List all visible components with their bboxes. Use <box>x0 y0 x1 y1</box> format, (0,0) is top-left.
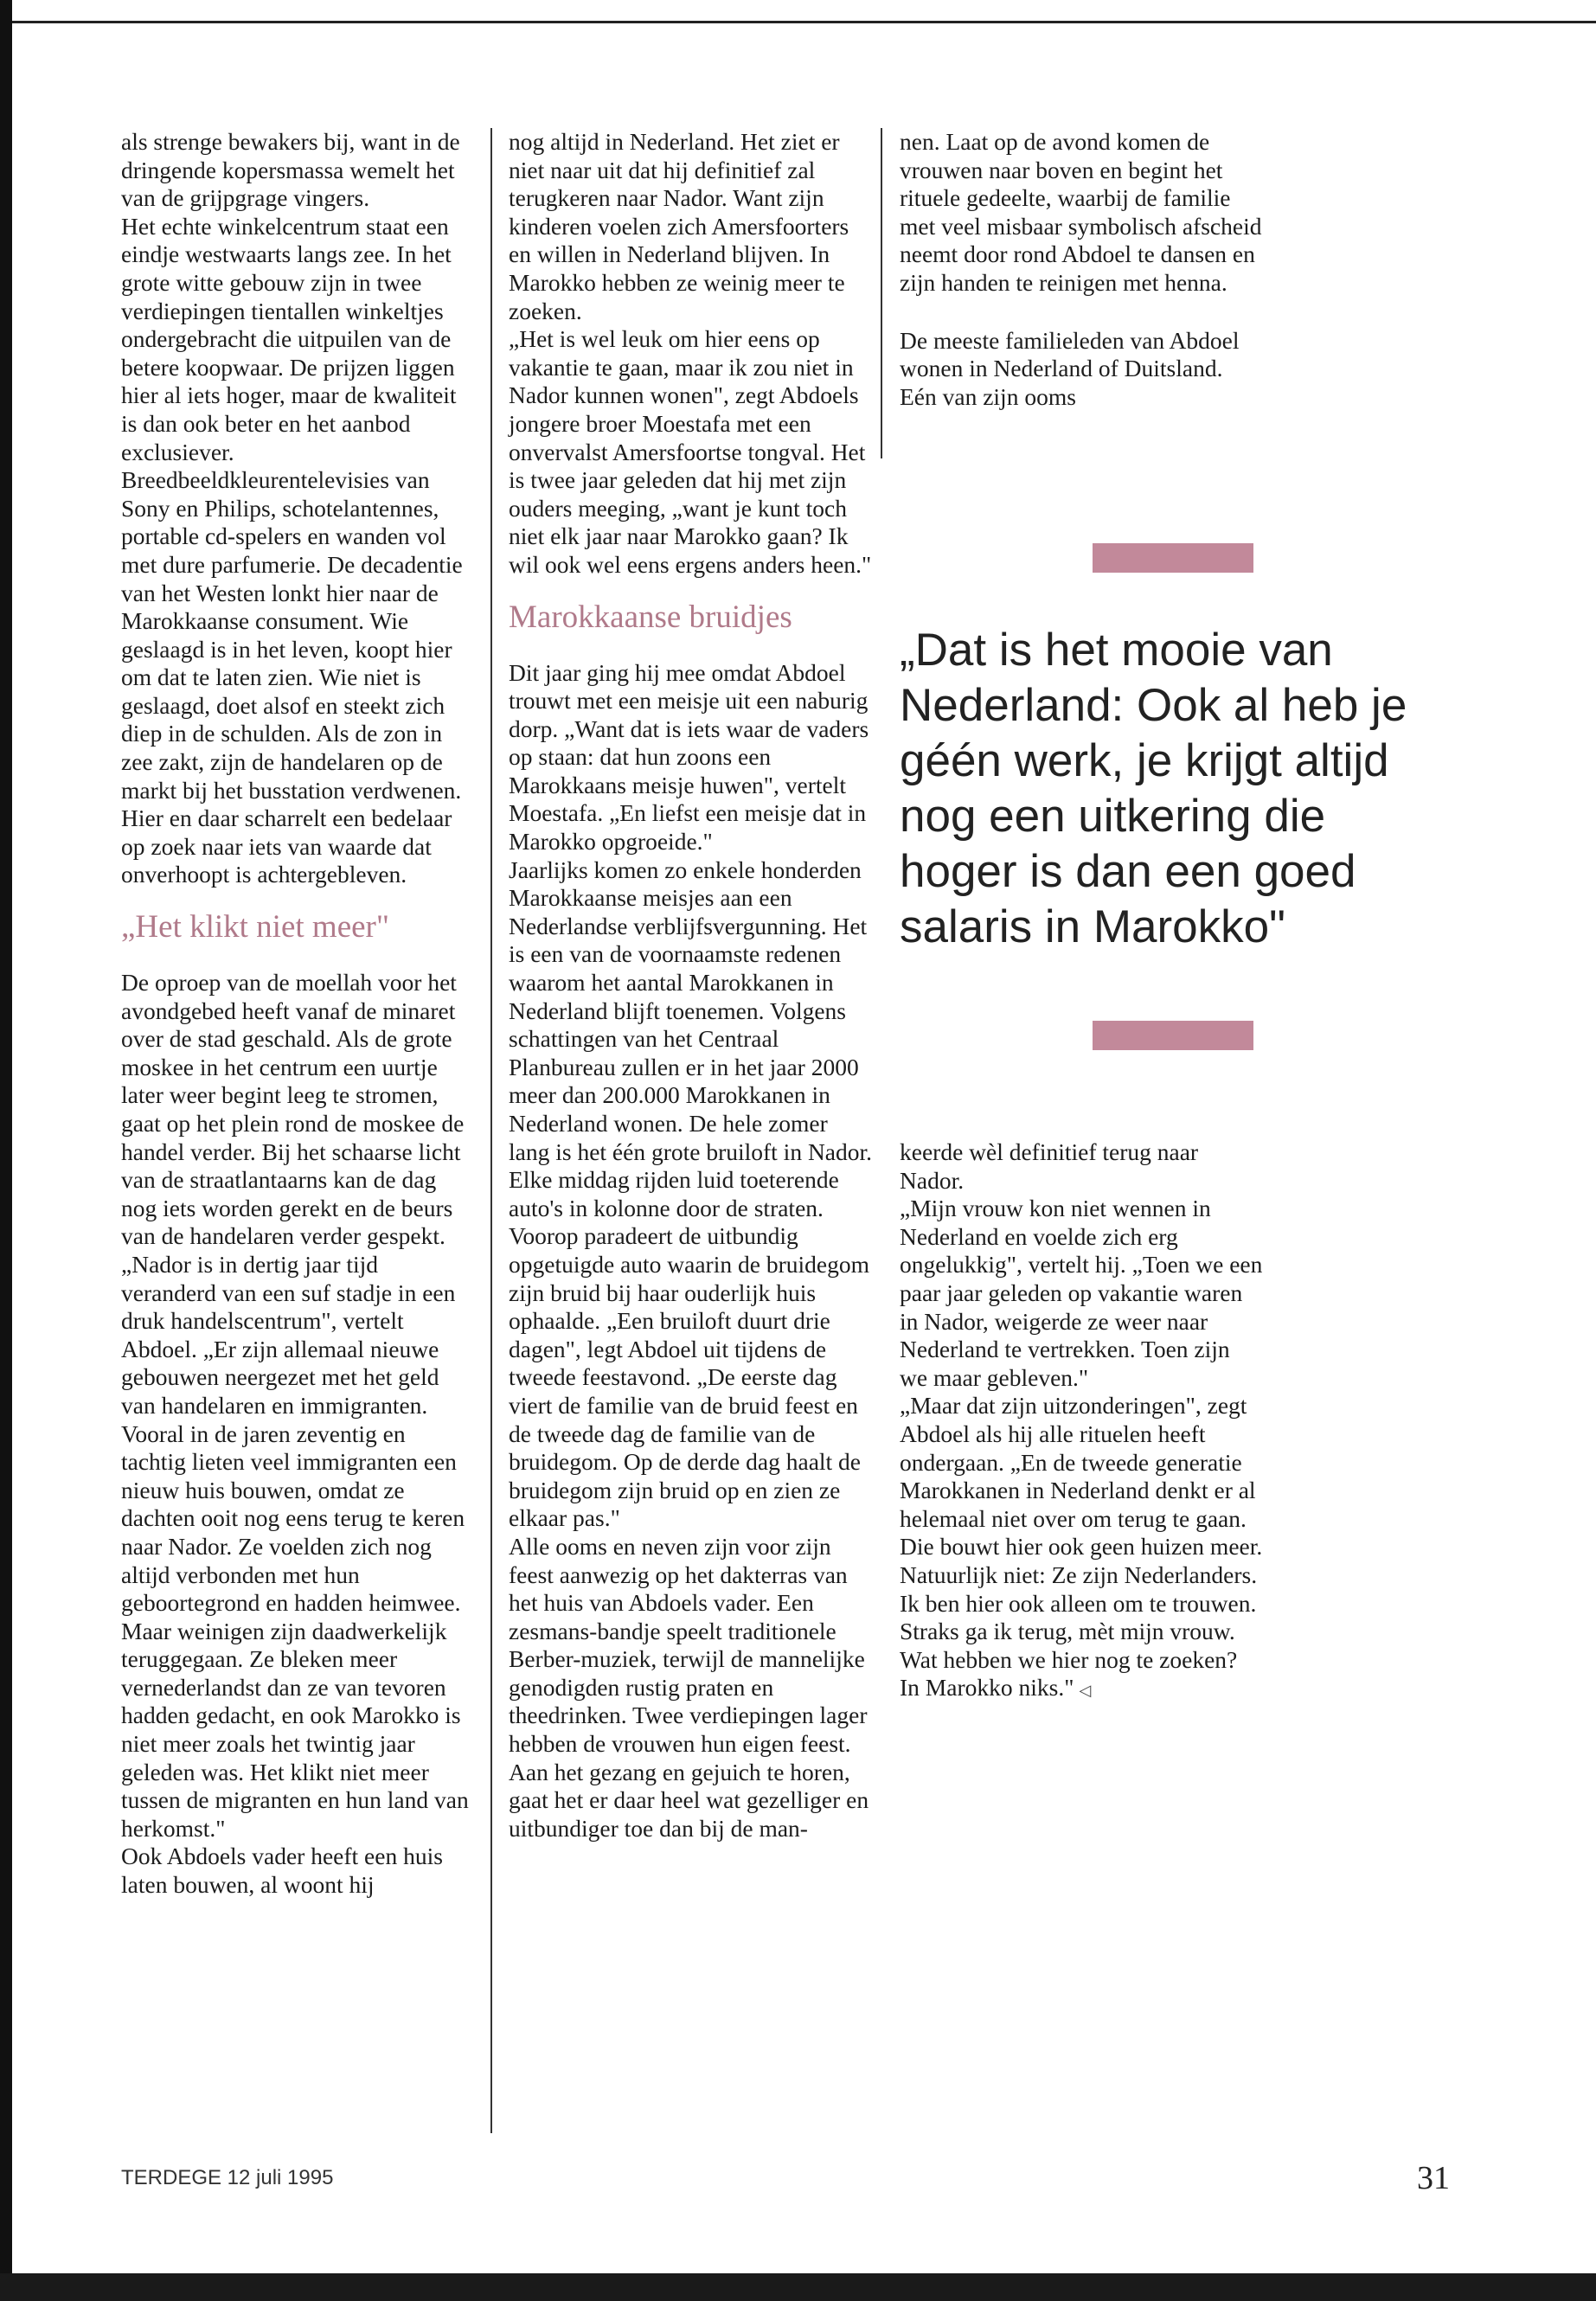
paragraph: keerde wèl definitief terug naar Nador. <box>900 1138 1199 1194</box>
scan-edge-left <box>0 0 12 2301</box>
scan-edge-top <box>12 0 1596 23</box>
paragraph: Dit jaar ging hij mee omdat Abdoel trouwt met een meisje uit een naburig dorp. „Want dat is iets waar de vaders op staan: dat hun zoons een Marokkaans meisje huwen", vertelt Moestafa. „En liefst een meisje dat in Marokko opgroeide." <box>509 658 869 856</box>
column-rule-2 <box>881 128 882 458</box>
paragraph: Jaarlijks komen zo enkele honderden Marokkaanse meisjes aan een Nederlandse verblijfsvergunning. Het is een van de voornaamste redenen waarom het aantal Marokkanen in Nederland blijft toenemen. Volgens schattingen van het Centraal Planbureau zullen er in het jaar 2000 meer dan 200.000 Marokkanen in Nederland wonen. De hele zomer lang is het één grote bruiloft in Nador. Elke middag rijden luid toeterende auto's in kolonne door de straten. Voorop paradeert de uitbundig opgetuigde auto waarin de bruidegom zijn bruid bij haar ouderlijk huis ophaalde. „Een bruiloft duurt drie dagen", legt Abdoel uit tijdens de tweede feestavond. „De eerste dag viert de familie van de bruid feest en de tweede dag de familie van de bruidegom. Op de derde dag haalt de bruidegom zijn bruid op en zien ze elkaar pas." <box>509 856 873 1532</box>
paragraph-text: „Maar dat zijn uitzonderingen", zegt Abdoel als hij alle rituelen heeft ondergaan. „En de tweede generatie Marokkanen in Nederland denkt er al helemaal niet over om terug te gaan. Die bouwt hier ook geen huizen meer. Natuurlijk niet: Ze zijn Nederlanders. Ik ben hier ook alleen om te trouwen. Straks ga ik terug, mèt mijn vrouw. Wat hebben we hier nog te zoeken? In Marokko niks." <box>900 1392 1263 1702</box>
article-column-2 <box>509 128 874 1843</box>
paragraph: nog altijd in Nederland. Het ziet er niet naar uit dat hij definitief zal terugkeren naar Nador. Want zijn kinderen voelen zich Amersfoorters en willen in Nederland blijven. In Marokko hebben ze weinig meer te zoeken. <box>509 128 849 324</box>
paragraph: De oproep van de moellah voor het avondgebed heeft vanaf de minaret over de stad geschald. Als de grote moskee in het centrum een uurtje later weer begint leeg te stromen, gaat op het plein rond de moskee de handel verder. Bij het schaarse licht van de straatlantaarns kan de dag nog iets worden gerekt en de beurs van de handelaren verder gespekt. <box>121 969 465 1250</box>
paragraph: „Het is wel leuk om hier eens op vakantie te gaan, maar ik zou niet in Nador kunnen wonen", zegt Abdoels jongere broer Moestafa met een onvervalst Amersfoortse tongval. Het is twee jaar geleden dat hij met zijn ouders meeging, „want je kunt toch niet elk jaar naar Marokko gaan? Ik wil ook wel eens ergens anders heen." <box>509 325 872 578</box>
paragraph: Ook Abdoels vader heeft een huis laten bouwen, al woont hij <box>121 1843 443 1899</box>
article-column-1 <box>121 128 476 1900</box>
article-column-3 <box>900 128 1263 411</box>
column-rule-1 <box>490 128 492 2133</box>
paragraph: als strenge bewakers bij, want in de dringende kopersmassa wemelt het van de grijpgrage vingers. <box>121 128 460 212</box>
subheading-het-klikt-niet-meer: „Het klikt niet meer" <box>121 909 389 945</box>
scan-edge-bottom <box>0 2273 1596 2301</box>
paragraph: Het echte winkelcentrum staat een eindje westwaarts langs zee. In het grote witte gebouw zijn in twee verdiepingen tientallen winkeltjes ondergebracht die uitpuilen van de betere koopwaar. De prijzen liggen hier al iets hoger, maar de kwaliteit is dan ook beter en het aanbod exclusiever. Breedbeeldkleurentelevisies van Sony en Philips, schotelantennes, portable cd-spelers en wanden vol met dure parfumerie. De decadentie van het Westen lonkt hier naar de Marokkaanse consument. Wie geslaagd is in het leven, koopt hier om dat te laten zien. Wie niet is geslaagd, doet alsof en steekt zich diep in de schulden. Als de zon in zee zakt, zijn de handelaren op de markt bij het busstation verdwenen. Hier en daar scharrelt een bedelaar op zoek naar iets van waarde dat onverhoopt is achtergebleven. <box>121 212 463 888</box>
paragraph: nen. Laat op de avond komen de vrouwen naar boven en begint het rituele gedeelte, waarbij de familie met veel misbaar symbolisch afscheid neemt door rond Abdoel te dansen en zijn handen te reinigen met henna. <box>900 128 1262 296</box>
pullquote-bar-bottom <box>1093 1021 1253 1050</box>
paragraph-gap <box>900 298 1263 327</box>
page-number: 31 <box>1417 2160 1450 2196</box>
paragraph: „Nador is in dertig jaar tijd veranderd van een suf stadje in een druk handelscentrum", vertelt Abdoel. „Er zijn allemaal nieuwe gebouwen neergezet met het geld van handelaren en immigranten. Vooral in de jaren zeventig en tachtig lieten veel immigranten een nieuw huis bouwen, omdat ze dachten ooit nog eens terug te keren naar Nador. Ze voelden zich nog altijd verbonden met hun geboortegrond en hadden heimwee. Maar weinigen zijn daadwerkelijk teruggegaan. Ze bleken meer vernederlandst dan ze van tevoren hadden gedacht, en ook Marokko is niet meer zoals het twintig jaar geleden was. Het klikt niet meer tussen de migranten en hun land van herkomst." <box>121 1250 469 1842</box>
paragraph <box>900 1392 1263 1705</box>
paragraph: „Mijn vrouw kon niet wennen in Nederland en voelde zich erg ongelukkig", vertelt hij. „Toen we een paar jaar geleden op vakantie waren in Nador, weigerde ze weer naar Nederland te vertrekken. Toen zijn we maar gebleven." <box>900 1195 1263 1391</box>
end-mark-icon: ◁ <box>1079 1682 1092 1700</box>
article-column-3-continued <box>900 1138 1263 1705</box>
pull-quote: „Dat is het mooie van Nederland: Ook al heb je géén werk, je krijgt altijd nog een uitkering die hoger is dan een goed salaris in Marokko" <box>900 625 1407 952</box>
publication-footer: TERDEGE 12 juli 1995 <box>121 2166 334 2189</box>
paragraph: Alle ooms en neven zijn voor zijn feest aanwezig op het dakterras van het huis van Abdoels vader. Een zesmans-bandje speelt traditionele Berber-muziek, terwijl de mannelijke genodigden rustig praten en theedrinken. Twee verdiepingen lager hebben de vrouwen hun eigen feest. Aan het gezang en gejuich te horen, gaat het er daar heel wat gezelliger en uitbundiger toe dan bij de man- <box>509 1532 869 1842</box>
paragraph: De meeste familieleden van Abdoel wonen in Nederland of Duitsland. Eén van zijn ooms <box>900 326 1240 410</box>
pullquote-bar-top <box>1093 543 1253 573</box>
subheading-marokkaanse-bruidjes: Marokkaanse bruidjes <box>509 599 792 635</box>
